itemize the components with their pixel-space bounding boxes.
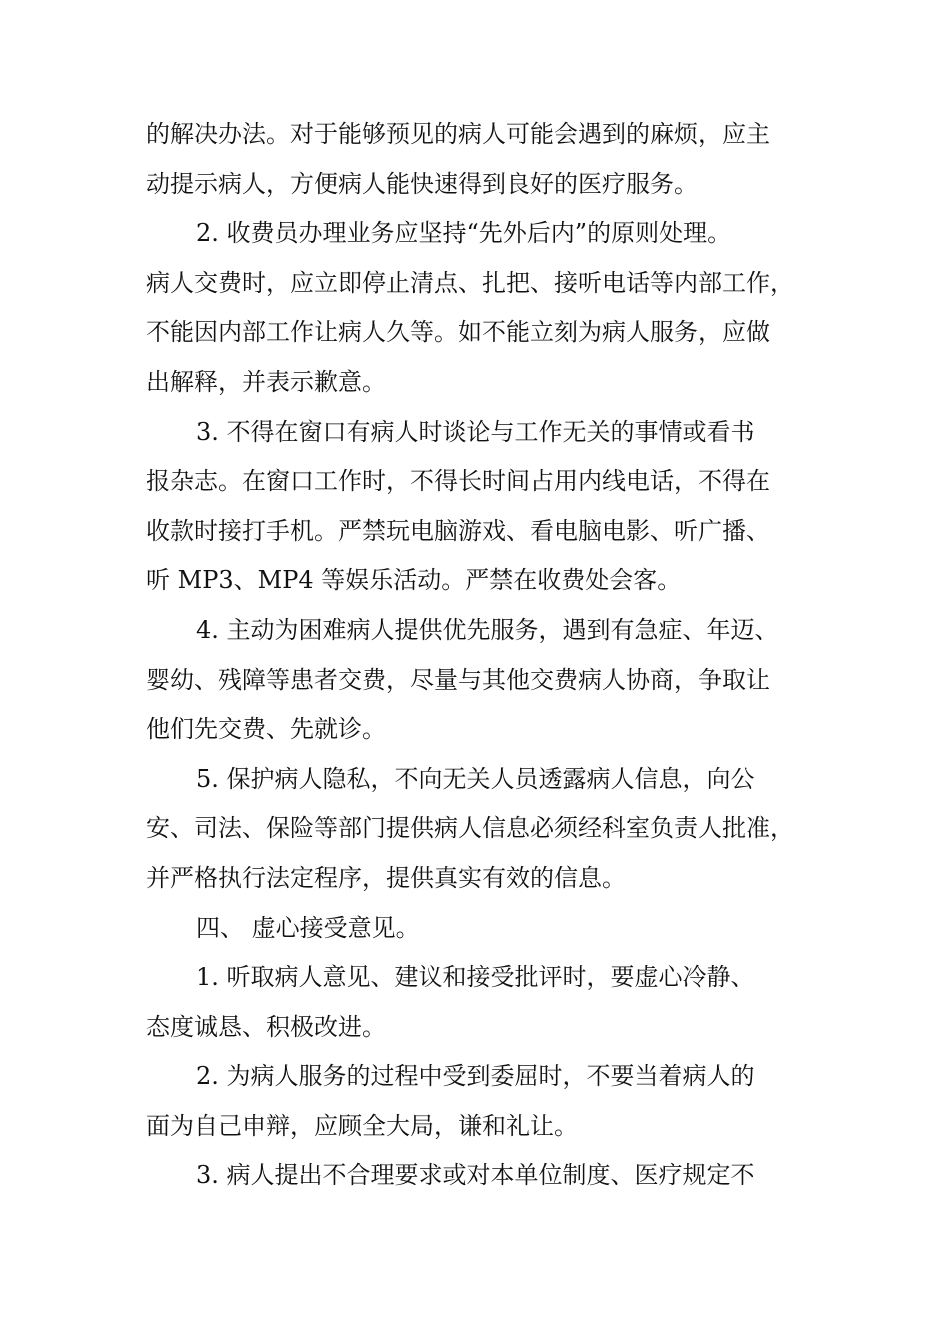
paragraph-line: 并严格执行法定程序，提供真实有效的信息。 bbox=[146, 863, 626, 892]
paragraph-line: 态度诚恳、积极改进。 bbox=[146, 1012, 386, 1041]
paragraph-line: 1. 听取病人意见、建议和接受批评时，要虚心冷静、 bbox=[196, 963, 755, 992]
paragraph-line: 5. 保护病人隐私，不向无关人员透露病人信息，向公 bbox=[196, 764, 755, 793]
paragraph-line: 2. 为病人服务的过程中受到委屈时，不要当着病人的 bbox=[196, 1062, 755, 1091]
paragraph-line: 3. 病人提出不合理要求或对本单位制度、医疗规定不 bbox=[196, 1161, 755, 1190]
paragraph-line: 3. 不得在窗口有病人时谈论与工作无关的事情或看书 bbox=[196, 417, 755, 446]
paragraph-line: 四、 虚心接受意见。 bbox=[196, 913, 420, 942]
document-body bbox=[146, 110, 811, 1201]
paragraph-line: 婴幼、残障等患者交费，尽量与其他交费病人协商，争取让 bbox=[146, 665, 770, 694]
paragraph-line: 2. 收费员办理业务应坚持“先外后内”的原则处理。 bbox=[196, 219, 732, 248]
paragraph-line: 动提示病人，方便病人能快速得到良好的医疗服务。 bbox=[146, 169, 698, 198]
paragraph-line: 收款时接打手机。严禁玩电脑游戏、看电脑电影、听广播、 bbox=[146, 516, 770, 545]
paragraph-line: 的解决办法。对于能够预见的病人可能会遇到的麻烦，应主 bbox=[146, 120, 770, 148]
paragraph-line: 不能因内部工作让病人久等。如不能立刻为病人服务，应做 bbox=[146, 318, 770, 347]
paragraph-line: 面为自己申辩，应顾全大局，谦和礼让。 bbox=[146, 1111, 578, 1140]
paragraph-line: 报杂志。在窗口工作时，不得长时间占用内线电话，不得在 bbox=[146, 467, 770, 496]
paragraph-line: 安、司法、保险等部门提供病人信息必须经科室负责人批准， bbox=[146, 814, 794, 843]
paragraph-line: 出解释，并表示歉意。 bbox=[146, 367, 386, 396]
paragraph-line: 4. 主动为困难病人提供优先服务，遇到有急症、年迈、 bbox=[196, 615, 779, 644]
paragraph-line: 他们先交费、先就诊。 bbox=[146, 715, 386, 744]
paragraph-line: 病人交费时，应立即停止清点、扎把、接听电话等内部工作， bbox=[146, 268, 794, 297]
paragraph-line: 听 MP3、MP4 等娱乐活动。严禁在收费处会客。 bbox=[146, 566, 682, 595]
